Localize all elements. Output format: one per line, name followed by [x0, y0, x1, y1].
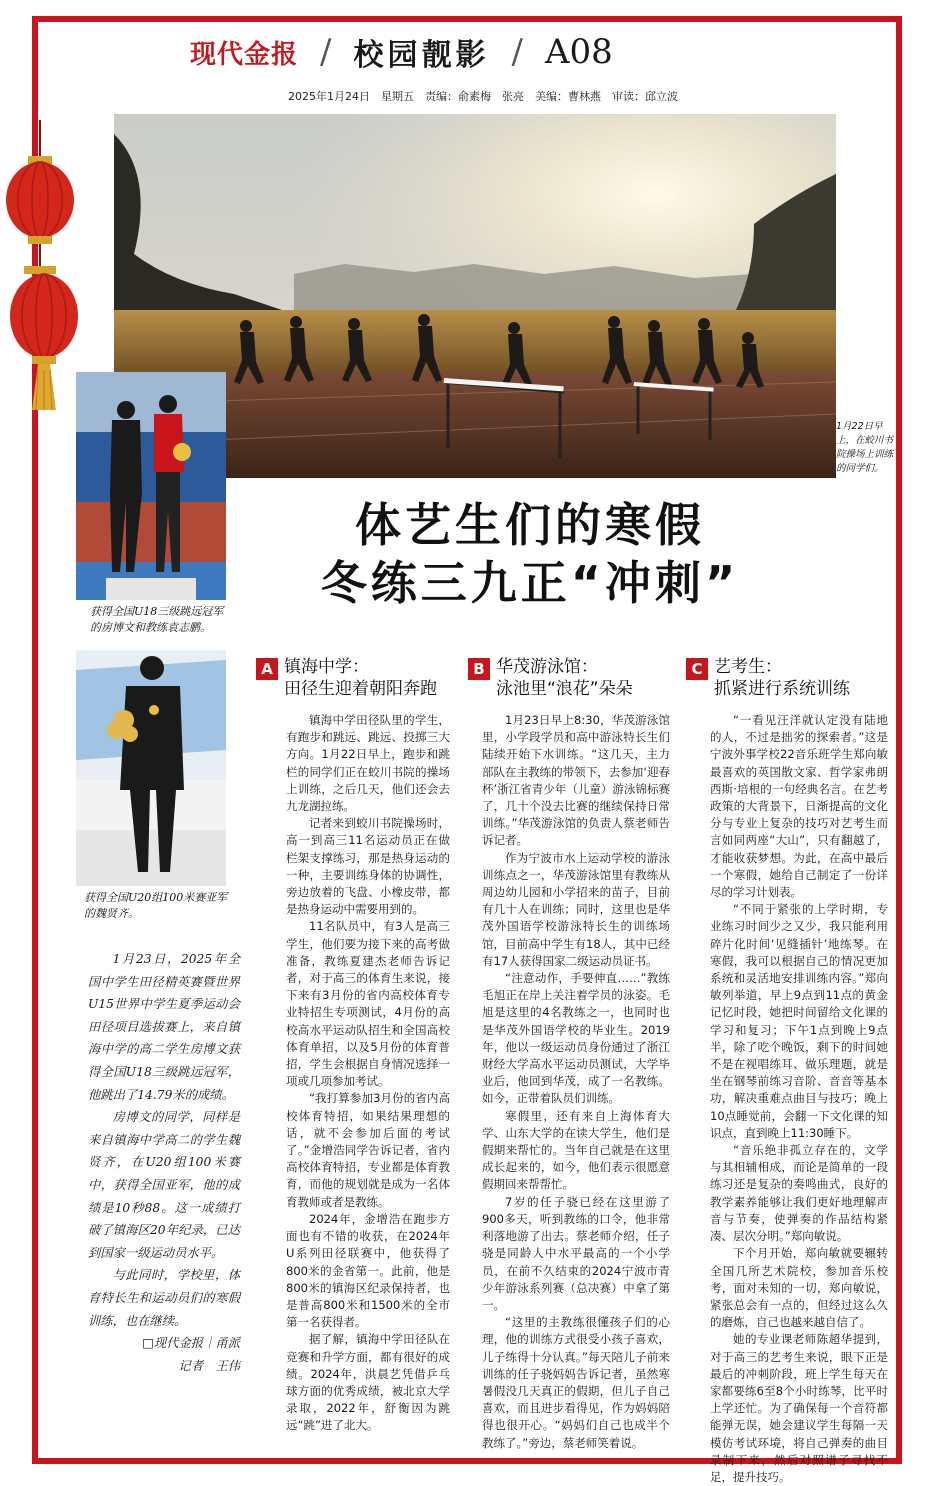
column-a-body: [286, 712, 450, 1435]
paragraph: “音乐绝非孤立存在的，文学与其相辅相成，而论是简单的一段练习还是复杂的奏鸣曲式，良好的教学素养能够让我们更好地理解声音与节奏，使弹奏的作品结构紧凑、层次分明。”郑向敏说。: [710, 1143, 888, 1244]
divider: /: [511, 32, 523, 72]
sprinter-photo-caption: 获得全国U20组100米赛亚军的魏贤齐。: [84, 891, 228, 920]
column-c-header: [686, 656, 850, 700]
column-a-title-main: 镇海中学：: [284, 657, 369, 677]
paragraph: 据了解，镇海中学田径队在竞赛和升学方面，都有很好的成绩。2024年，洪晨艺凭借乒乓球方面的优秀成绩，被北京大学录取，2022年，舒衡因为跳远“跳”进了北大。: [286, 1332, 450, 1433]
paragraph: 作为宁波市水上运动学校的游泳训练点之一，华茂游泳馆里有教练从周边幼儿园和小学招来的苗子，目前有几十人在训练；同时，这里也是华茂外国语学校游泳特长生的训练场馆，目前高中学生有18人，其中已经有17人获得国家二级运动员证书。: [482, 850, 670, 968]
main-headline: [300, 496, 760, 612]
section-title: 校园靓影: [353, 38, 490, 73]
paragraph: 她的专业课老师陈超华提到，对于高三的艺考生来说，眼下正是最后的冲刺阶段，班上学生每天在家都要练6至8个小时练琴，比平时上学还忙。为了确保每一个音符都能弹无误，她会建议学生每隔一天模仿考试环境，将自己弹奏的曲目录制下来，然后对照谱子寻找不足，提升技巧。: [710, 1332, 888, 1484]
paragraph: “一看见汪洋就认定没有陆地的人，不过是拙劣的探索者。”这是宁波外事学校22音乐班学生郑向敏最喜欢的英国散文家、哲学家弗朗西斯·培根的一句经典名言。在艺考政策的大背景下，日渐提高的文化分与专业上复杂的技巧对艺考生而言如同两座“大山”，只有翻越了，才能收获梦想。为此，在高中最后一个寒假，她给自己制定了一份详尽的学习计划表。: [710, 713, 888, 900]
paragraph: 2024年，金增浩在跑步方面也有不错的收获，在2024年U系列田径联赛中，他获得了800米的金省第一。此前，他是800米的镇海区纪录保持者，也是普高800米和1500米的全市第一名获得者。: [286, 1211, 450, 1330]
paragraph: 寒假里，还有来自上海体育大学、山东大学的在读大学生，他们是假期来帮忙的。当年自己就是在这里成长起来的，如今，他们表示很愿意假期回来帮帮忙。: [482, 1108, 670, 1192]
column-c-badge: C: [686, 658, 708, 680]
divider: /: [320, 32, 332, 72]
headline-line-2: 冬练三九正“冲刺”: [320, 556, 740, 610]
paragraph: 7岁的任子骁已经在这里游了900多天，听到教练的口令，他非常利落地游了出去。蔡老师介绍，任子骁是同龄人中水平最高的一个小学员，在前不久结束的2024宁波市青少年游泳系列赛（总决赛）中拿了第一。: [482, 1194, 670, 1312]
sprinter-photo: [76, 650, 226, 886]
headline-line-1: 体艺生们的寒假: [355, 498, 705, 552]
sidebar-paragraph: 1月23日，2025年全国中学生田径精英赛暨世界U15世界中学生夏季运动会田径项目选拔赛上，来自镇海中学的高二学生房博文获得全国U18三级跳远冠军，他跳出了14.79米的成绩。: [88, 952, 240, 1102]
paragraph: “注意动作，手要伸直……”教练毛旭正在岸上关注着学员的泳姿。毛旭是这里的4名教练之一，也同时也是华茂外国语学校的毕业生。2019年，他以一级运动员身份通过了浙江财经大学高水平运动员测试，大学毕业后，他回到华茂，成了一名教练。如今，正带着队员们训练。: [482, 971, 670, 1106]
paragraph: 11名队员中，有3人是高三学生，他们要为接下来的高考做准备，教练夏建杰老师告诉记者，对于高三的体育生来说，接下来有3月份的省内高校体育专业特招生专项测试，4月份的高校高水平运动队招生和全国高校体育单招，以及5月份的体育普招，学生会根据自身情况选择一项或几项参加考试。: [286, 919, 450, 1089]
sidebar-paragraph: 房博文的同学，同样是来自镇海中学高二的学生魏贤齐，在U20组100米赛中，获得全国亚军，他的成绩是10秒88。这一成绩打破了镇海区20年纪录，已达到国家一级运动员水平。: [88, 1110, 240, 1260]
paragraph: “我打算参加3月份的省内高校体育特招，如果结果理想的话，就不会参加后面的考试了。”金增浩同学告诉记者，省内高校体育特招，专业都是体育教育，而他的规划就是成为一名体育教师或者是教练。: [286, 1091, 450, 1209]
column-c-subtitle: 抓紧进行系统训练: [714, 679, 850, 699]
paragraph: 下个月开始，郑向敏就要辗转全国几所艺术院校，参加音乐校考，面对未知的一切，郑向敏说，紧张总会有一点的，但经过这么久的磨炼，自己也越来越自信了。: [710, 1246, 888, 1330]
paragraph: “不同于紧张的上学时期，专业练习时间少之又少，我只能利用碎片化时间‘见缝插针’地练琴。在寒假，我可以根据自己的情况更加系统和灵活地安排训练内容。”郑向敏列举道，早上9点到11点的黄金记忆时段，她把时间留给文化课的学习和复习；下午1点到晚上9点半，除了吃个晚饭，剩下的时间她不是在视唱练耳、做乐理题，就是坐在钢琴前练习音阶、音音等基本功，解决重难点曲目与技巧；晚上10点睡觉前，会翻一下文化课的知识点，直到晚上11:30睡下。: [710, 902, 888, 1140]
column-b-badge: B: [468, 658, 490, 680]
brand-name: 现代金报: [190, 39, 299, 70]
sidebar-paragraph: 与此同时，学校里，体育特长生和运动员们的寒假训练，也在继续。: [88, 1268, 240, 1328]
paragraph: “这里的主教练很懂孩子们的心理，他的训练方式很受小孩子喜欢，儿子练得十分认真。”每天陪儿子前来训练的任子骁妈妈告诉记者，虽然寒暑假没几天真正的假期，但儿子自己喜欢，而且进步看得见，作为妈妈陪得也很开心。“妈妈们自己也成半个教练了。”旁边，蔡老师笑着说。: [482, 1315, 670, 1450]
column-b-title-main: 华茂游泳馆：: [496, 657, 598, 677]
column-b-body: [482, 712, 670, 1452]
main-photo-caption: 1月22日早上，在蛟川书院操场上训练的同学们。: [836, 421, 894, 474]
sidebar-credit-reporter: 记者 王伟: [178, 1358, 240, 1373]
column-c-title: [714, 656, 850, 700]
column-b-title: [496, 656, 633, 700]
column-a-header: [256, 656, 437, 700]
sidebar-credit-outlet: □现代金报｜甬派: [142, 1336, 240, 1351]
column-a-subtitle: 田径生迎着朝阳奔跑: [284, 679, 437, 699]
column-a-title: [284, 656, 437, 700]
issue-meta: 2025年1月24日 星期五 责编：俞素梅 张亮 美编：曹林燕 审读：邱立波: [288, 90, 678, 103]
page-number: A08: [544, 32, 613, 72]
paragraph: 记者来到蛟川书院操场时，高一到高三11名运动员正在做栏架支撑练习，那是热身运动的一种，主要训练身体的协调性，旁边放着的飞盘、小橡皮带，都是热身运动中需要用到的。: [286, 816, 450, 917]
sidebar-story: [88, 948, 240, 1377]
column-a-badge: A: [256, 658, 278, 680]
paragraph: 1月23日早上8:30，华茂游泳馆里，小学段学员和高中游泳特长生们陆续开始下水训练。“这几天，主力部队在主教练的带领下，去参加‘迎春杯’浙江省青少年（儿童）游泳锦标赛了，几十个没去比赛的继续保持日常训练。”华茂游泳馆的负责人蔡老师告诉记者。: [482, 713, 670, 848]
column-b-header: [468, 656, 633, 700]
column-b-subtitle: 泳池里“浪花”朵朵: [496, 679, 633, 699]
column-c-title-main: 艺考生：: [714, 657, 782, 677]
paragraph: 镇海中学田径队里的学生，有跑步和跳远、跳远、投掷三大方向。1月22日早上，跑步和跳栏的同学们正在蛟川书院的操场上训练，之后几天，他们还会去九龙湖拉练。: [286, 713, 450, 814]
champion-photo: [76, 372, 226, 600]
champion-photo-caption: 获得全国U18三级跳远冠军的房博文和教练袁志鹏。: [90, 605, 224, 634]
column-c-body: [710, 712, 888, 1486]
masthead: [190, 26, 730, 78]
